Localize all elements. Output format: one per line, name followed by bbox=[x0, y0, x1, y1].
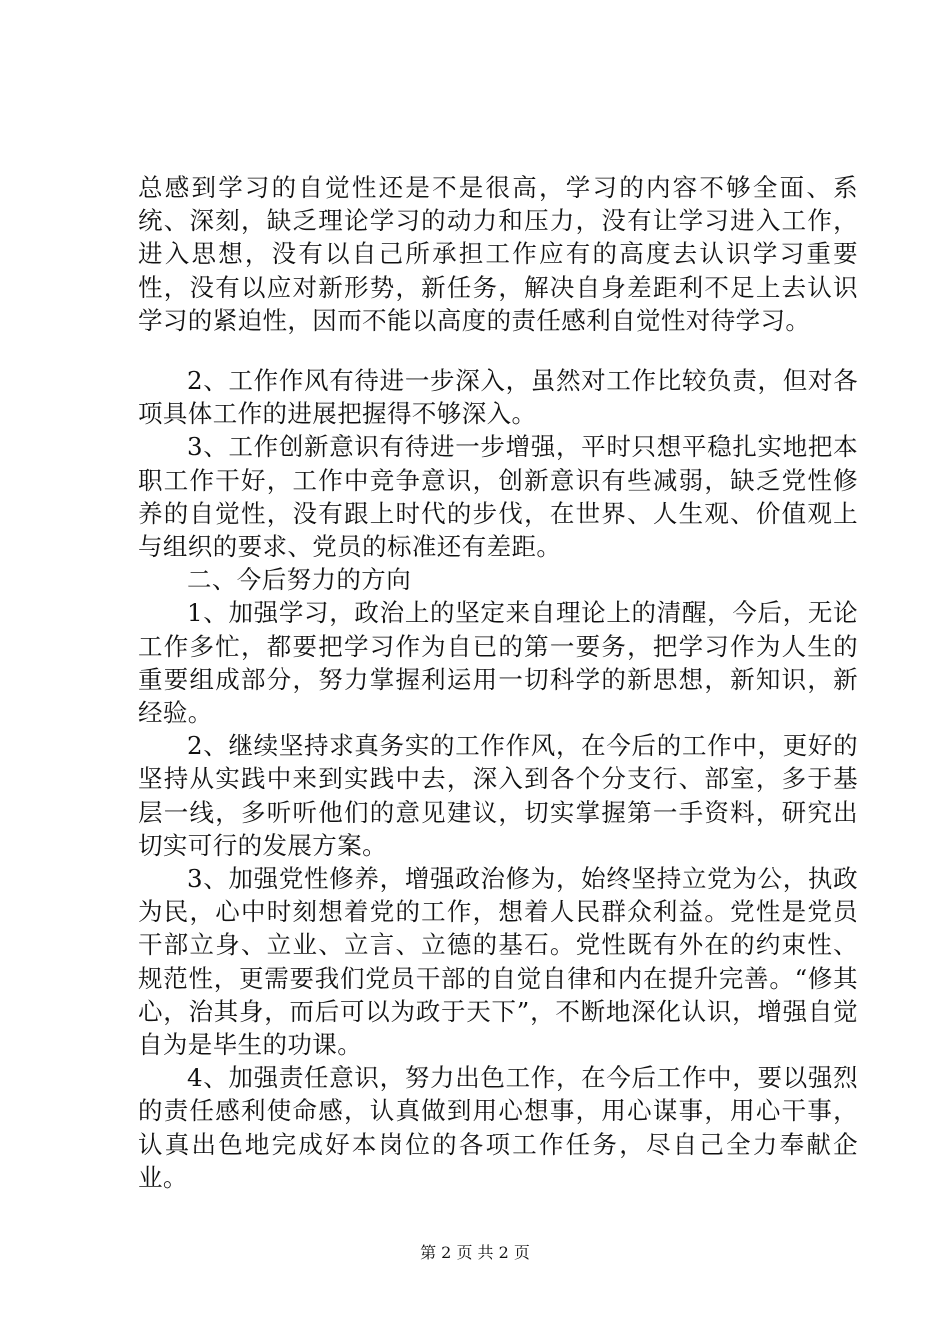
paragraph-party-cultivation: 3、加强党性修养，增强政治修为，始终坚持立党为公，执政为民，心中时刻想着党的工作，想着人民群众利益。党性是党员干部立身、立业、立言、立德的基石。党性既有外在的约束性、规范性，更需要我们党员干部的自觉自律和内在提升完善。“修其心，治其身，而后可以为政于天下”，不断地深化认识，增强自觉自为是毕生的功课。 bbox=[138, 864, 858, 1060]
paragraph-study-awareness: 总感到学习的自觉性还是不是很高，学习的内容不够全面、系统、深刻，缺乏理论学习的动力和压力，没有让学习进入工作，进入思想，没有以自己所承担工作应有的高度去认识学习重要性，没有以应对新形势，新任务，解决自身差距利不足上去认识学习的紧迫性，因而不能以高度的责任感利自觉性对待学习。 bbox=[138, 173, 858, 335]
paragraph-responsibility: 4、加强责任意识，努力出色工作，在今后工作中，要以强烈的责任感利使命感，认真做到用心想事，用心谋事，用心干事，认真出色地完成好本岗位的各项工作任务，尽自己全力奉献企业。 bbox=[138, 1063, 858, 1192]
paragraph-innovation: 3、工作创新意识有待进一步增强，平时只想平稳扎实地把本职工作干好，工作中竞争意识，创新意识有些减弱，缺乏党性修养的自觉性，没有跟上时代的步伐，在世界、人生观、价值观上与组织的要求、党员的标准还有差距。 bbox=[138, 432, 858, 562]
page-footer: 第 2 页 共 2 页 bbox=[420, 1243, 530, 1262]
paragraph-practical-style: 2、继续坚持求真务实的工作作风，在今后的工作中，更好的坚持从实践中来到实践中去，深入到各个分支行、部室，多于基层一线，多听听他们的意见建议，切实掌握第一手资料，研究出切实可行的发展方案。 bbox=[138, 731, 858, 860]
paragraph-work-style: 2、工作作风有待进一步深入，虽然对工作比较负责，但对各项具体工作的进展把握得不够深入。 bbox=[138, 366, 858, 429]
document-body bbox=[138, 171, 858, 1194]
paragraph-strengthen-study: 1、加强学习，政治上的坚定来自理论上的清醒，今后，无论工作多忙，都要把学习作为自已的第一要务，把学习作为人生的重要组成部分，努力掌握利运用一切科学的新思想，新知识，新经验。 bbox=[138, 598, 858, 728]
section-heading-future-direction: 二、今后努力的方向 bbox=[187, 565, 412, 595]
